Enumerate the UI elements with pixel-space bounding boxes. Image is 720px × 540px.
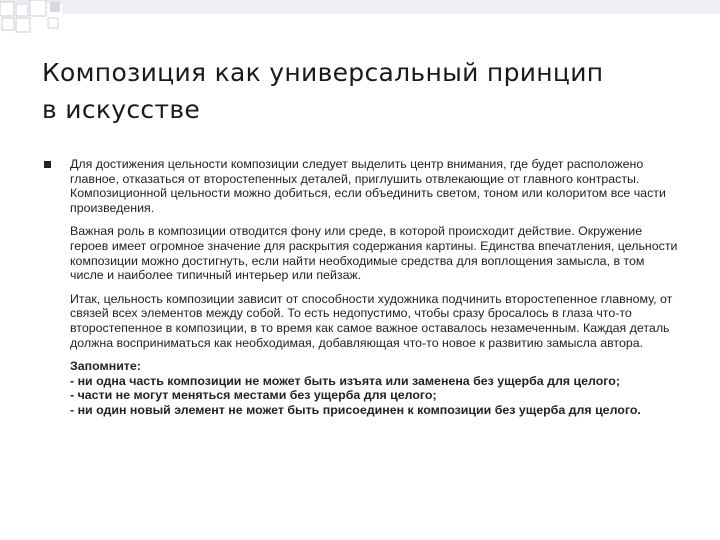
- remember-heading: Запомните:: [70, 359, 141, 374]
- remember-block: [70, 359, 680, 417]
- paragraph-2: Важная роль в композиции отводится фону или среде, в которой происходит действие. Окружение героев имеет огромное значение для раскрытия содержания картины. Единства впечатления, цельности композиции можно достигнуть, если найти необходимые средства для воплощения замысла, в том числе и наиболее типичный интерьер или пейзаж.: [70, 224, 678, 283]
- paragraph-3: Итак, цельность композиции зависит от способности художника подчинить второстепенное главному, от связей всех элементов между собой. То есть недопустимо, чтобы сразу бросалось в глаза что-то второстепенное в композиции, в то время как самое важное оставалось незамеченным. Каждая деталь должна восприниматься как необходимая, добавляющая что-то новое к развитию замысла автора.: [70, 291, 673, 350]
- slide-title: [42, 54, 682, 128]
- title-line-1: Композиция как универсальный принцип: [42, 58, 604, 87]
- decorative-header-squares: [0, 0, 720, 40]
- remember-item-3: - ни один новый элемент не может быть присоединен к композиции без ущерба для целого.: [70, 402, 641, 417]
- title-line-2: в искусстве: [42, 95, 201, 124]
- square-pattern-graphic: [0, 0, 720, 40]
- remember-item-1: - ни одна часть композиции не может быть изъята или заменена без ущерба для целого;: [70, 373, 620, 388]
- square-bullet-icon: [44, 161, 51, 168]
- paragraph-1: Для достижения цельности композиции следует выделить центр внимания, где будет расположено главное, отказаться от второстепенных деталей, приглушить отвлекающие от главного контрасты. Композиционной цельности можно добиться, если объединить светом, тоном или колоритом все части произведения.: [70, 157, 666, 215]
- slide-body: [70, 157, 680, 427]
- remember-item-2: - части не могут меняться местами без ущерба для целого;: [70, 388, 437, 403]
